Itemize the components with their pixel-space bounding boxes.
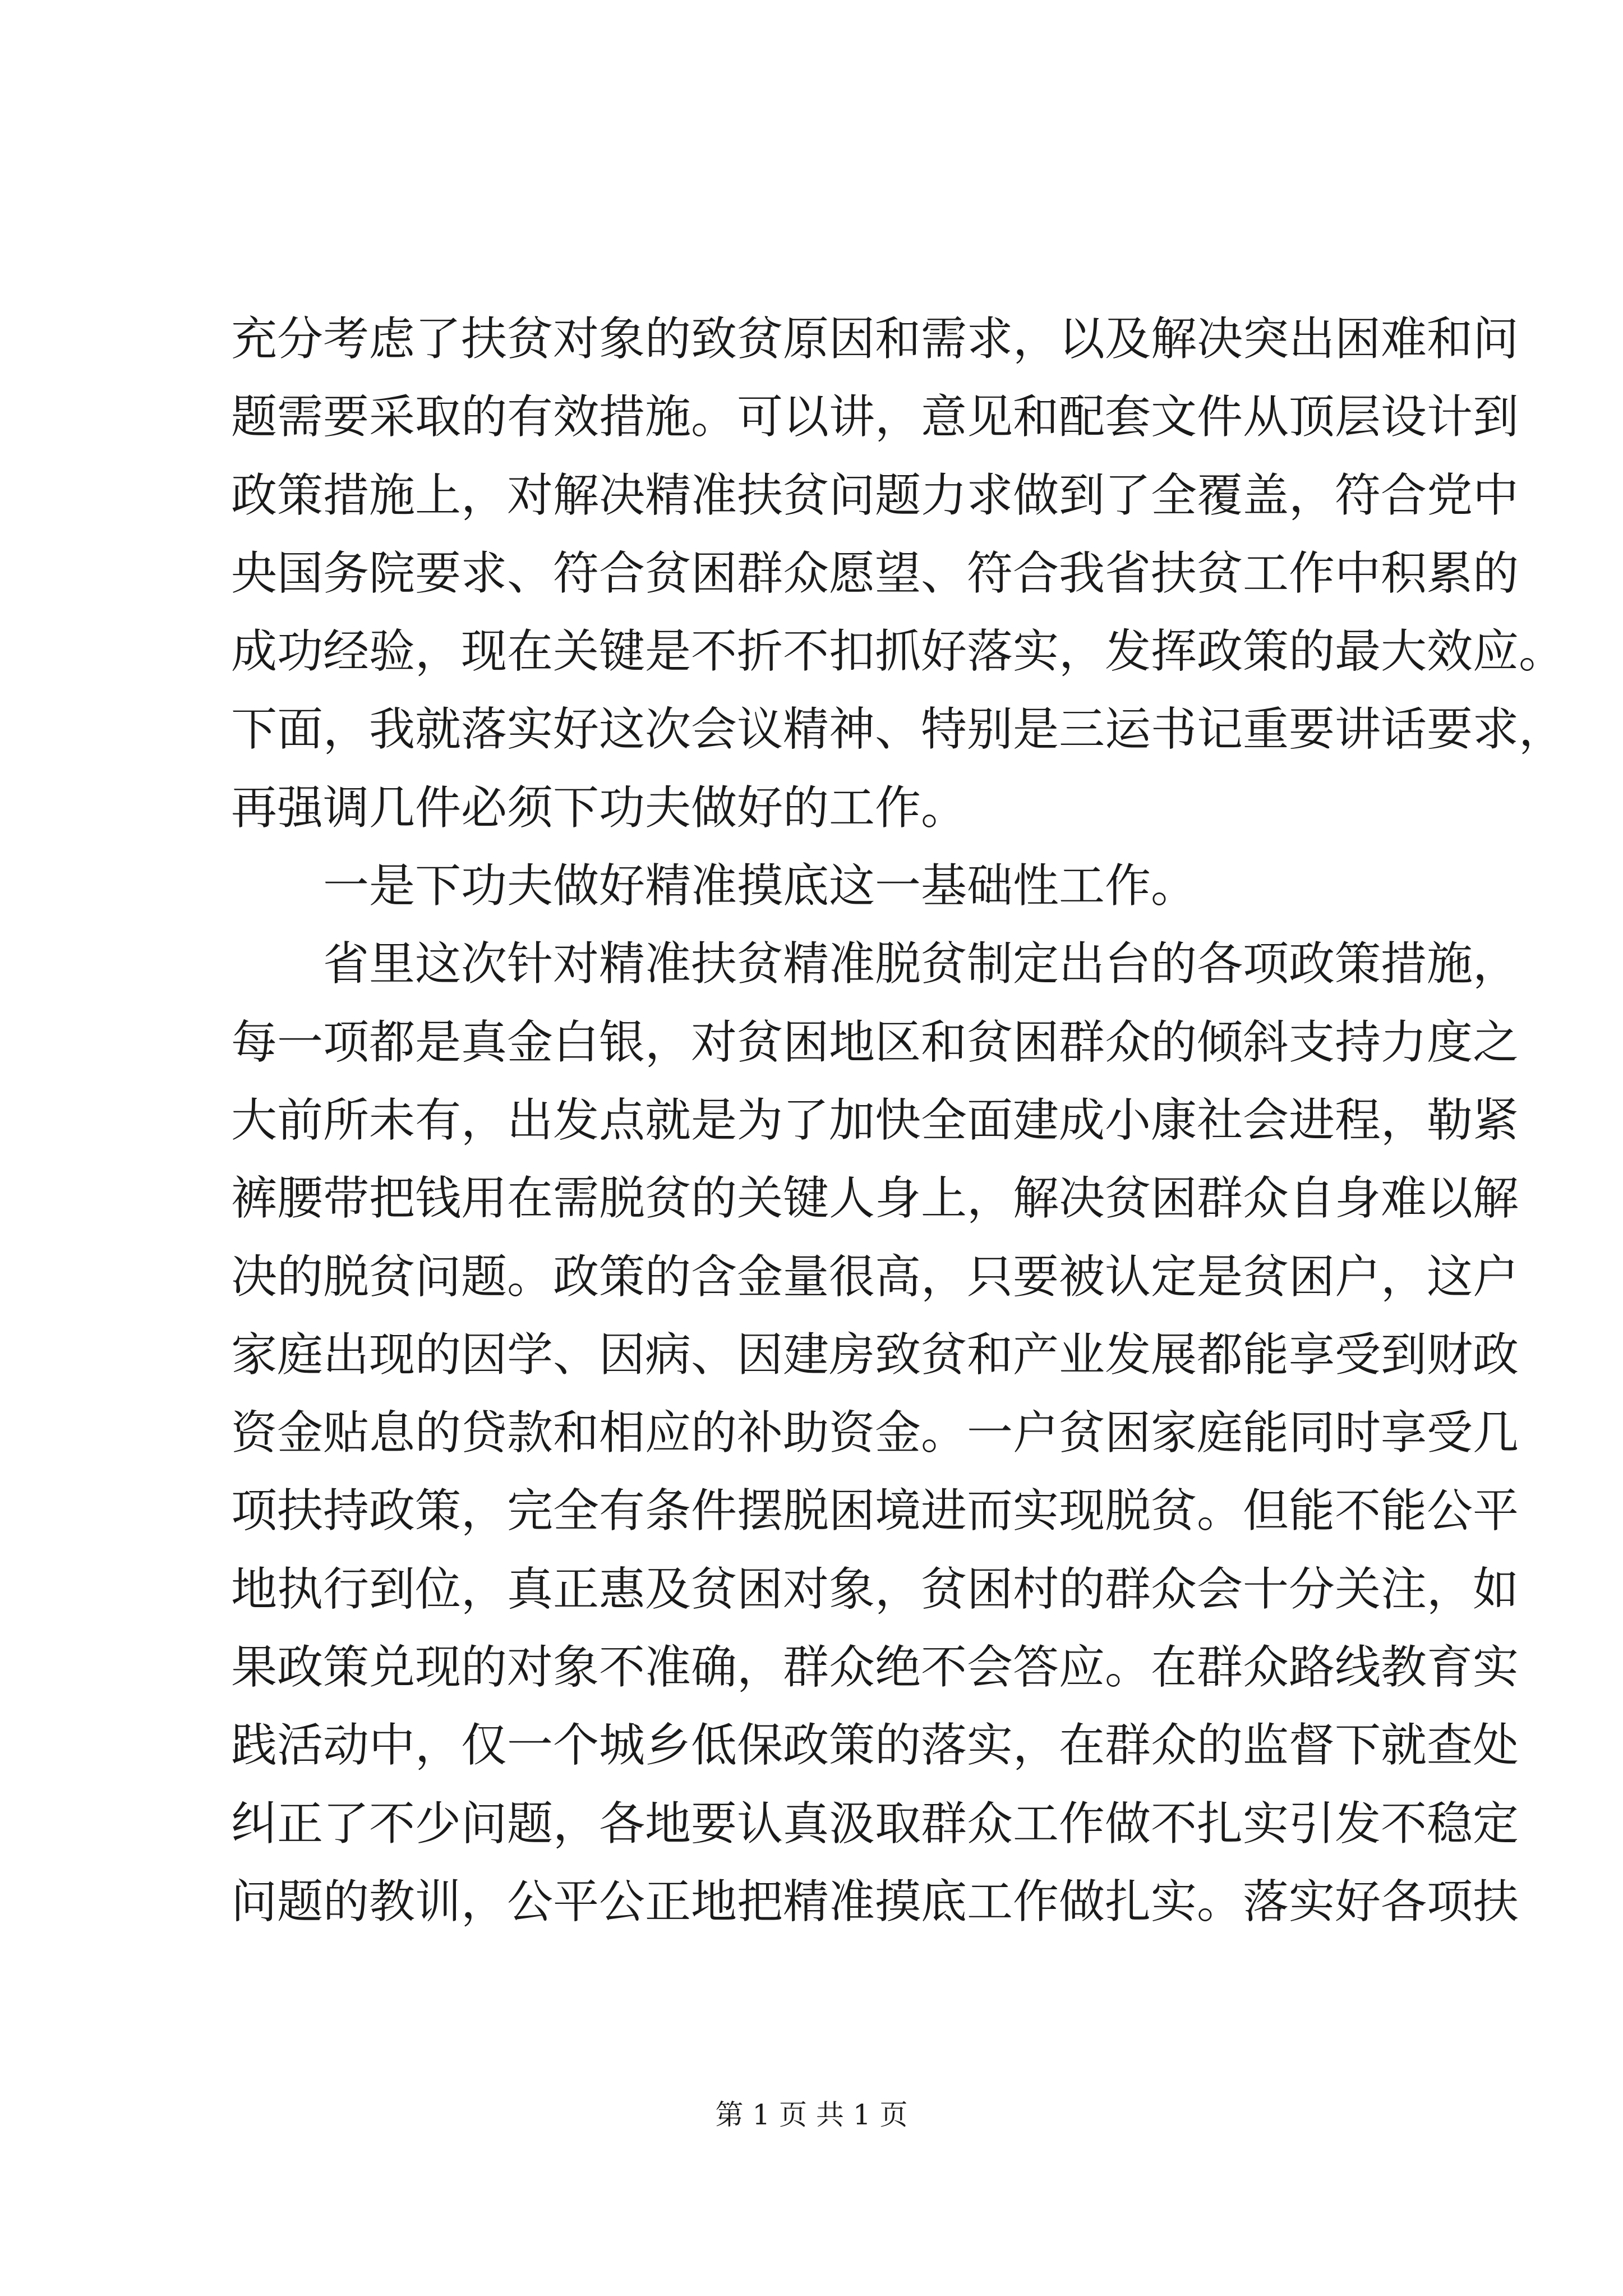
text-line: 决的脱贫问题。政策的含金量很高，只要被认定是贫困户，这户 xyxy=(231,1250,1519,1304)
text-line: 政策措施上，对解决精准扶贫问题力求做到了全覆盖，符合党中 xyxy=(231,468,1519,522)
text-line: 问题的教训，公平公正地把精准摸底工作做扎实。落实好各项扶 xyxy=(231,1875,1519,1929)
text-line: 项扶持政策，完全有条件摆脱困境进而实现脱贫。但能不能公平 xyxy=(231,1484,1519,1538)
text-line: 地执行到位，真正惠及贫困对象，贫困村的群众会十分关注，如 xyxy=(231,1562,1519,1616)
text-line: 裤腰带把钱用在需脱贫的关键人身上，解决贫困群众自身难以解 xyxy=(231,1172,1519,1226)
text-line: 家庭出现的因学、因病、因建房致贫和产业发展都能享受到财政 xyxy=(231,1328,1519,1382)
text-line: 果政策兑现的对象不准确，群众绝不会答应。在群众路线教育实 xyxy=(231,1641,1519,1695)
text-line: 题需要采取的有效措施。可以讲，意见和配套文件从顶层设计到 xyxy=(231,390,1519,444)
text-line: 省里这次针对精准扶贫精准脱贫制定出台的各项政策措施， xyxy=(323,937,1519,991)
text-line: 每一项都是真金白银，对贫困地区和贫困群众的倾斜支持力度之 xyxy=(231,1015,1519,1069)
text-line: 纠正了不少问题，各地要认真汲取群众工作做不扎实引发不稳定 xyxy=(231,1797,1519,1851)
page-footer: 第 1 页 共 1 页 xyxy=(715,2099,908,2131)
text-line: 央国务院要求、符合贫困群众愿望、符合我省扶贫工作中积累的 xyxy=(231,546,1519,600)
text-line: 大前所未有，出发点就是为了加快全面建成小康社会进程，勒紧 xyxy=(231,1093,1519,1147)
text-line: 一是下功夫做好精准摸底这一基础性工作。 xyxy=(323,859,1197,913)
text-line: 成功经验，现在关键是不折不扣抓好落实，发挥政策的最大效应。 xyxy=(231,625,1565,679)
text-line: 资金贴息的贷款和相应的补助资金。一户贫困家庭能同时享受几 xyxy=(231,1406,1519,1460)
text-line: 再强调几件必须下功夫做好的工作。 xyxy=(231,781,967,835)
body-text xyxy=(231,300,1565,1941)
text-line: 充分考虑了扶贫对象的致贫原因和需求，以及解决突出困难和问 xyxy=(231,312,1519,366)
text-line: 践活动中，仅一个城乡低保政策的落实，在群众的监督下就查处 xyxy=(231,1719,1519,1773)
text-line: 下面，我就落实好这次会议精神、特别是三运书记重要讲话要求， xyxy=(231,703,1565,757)
